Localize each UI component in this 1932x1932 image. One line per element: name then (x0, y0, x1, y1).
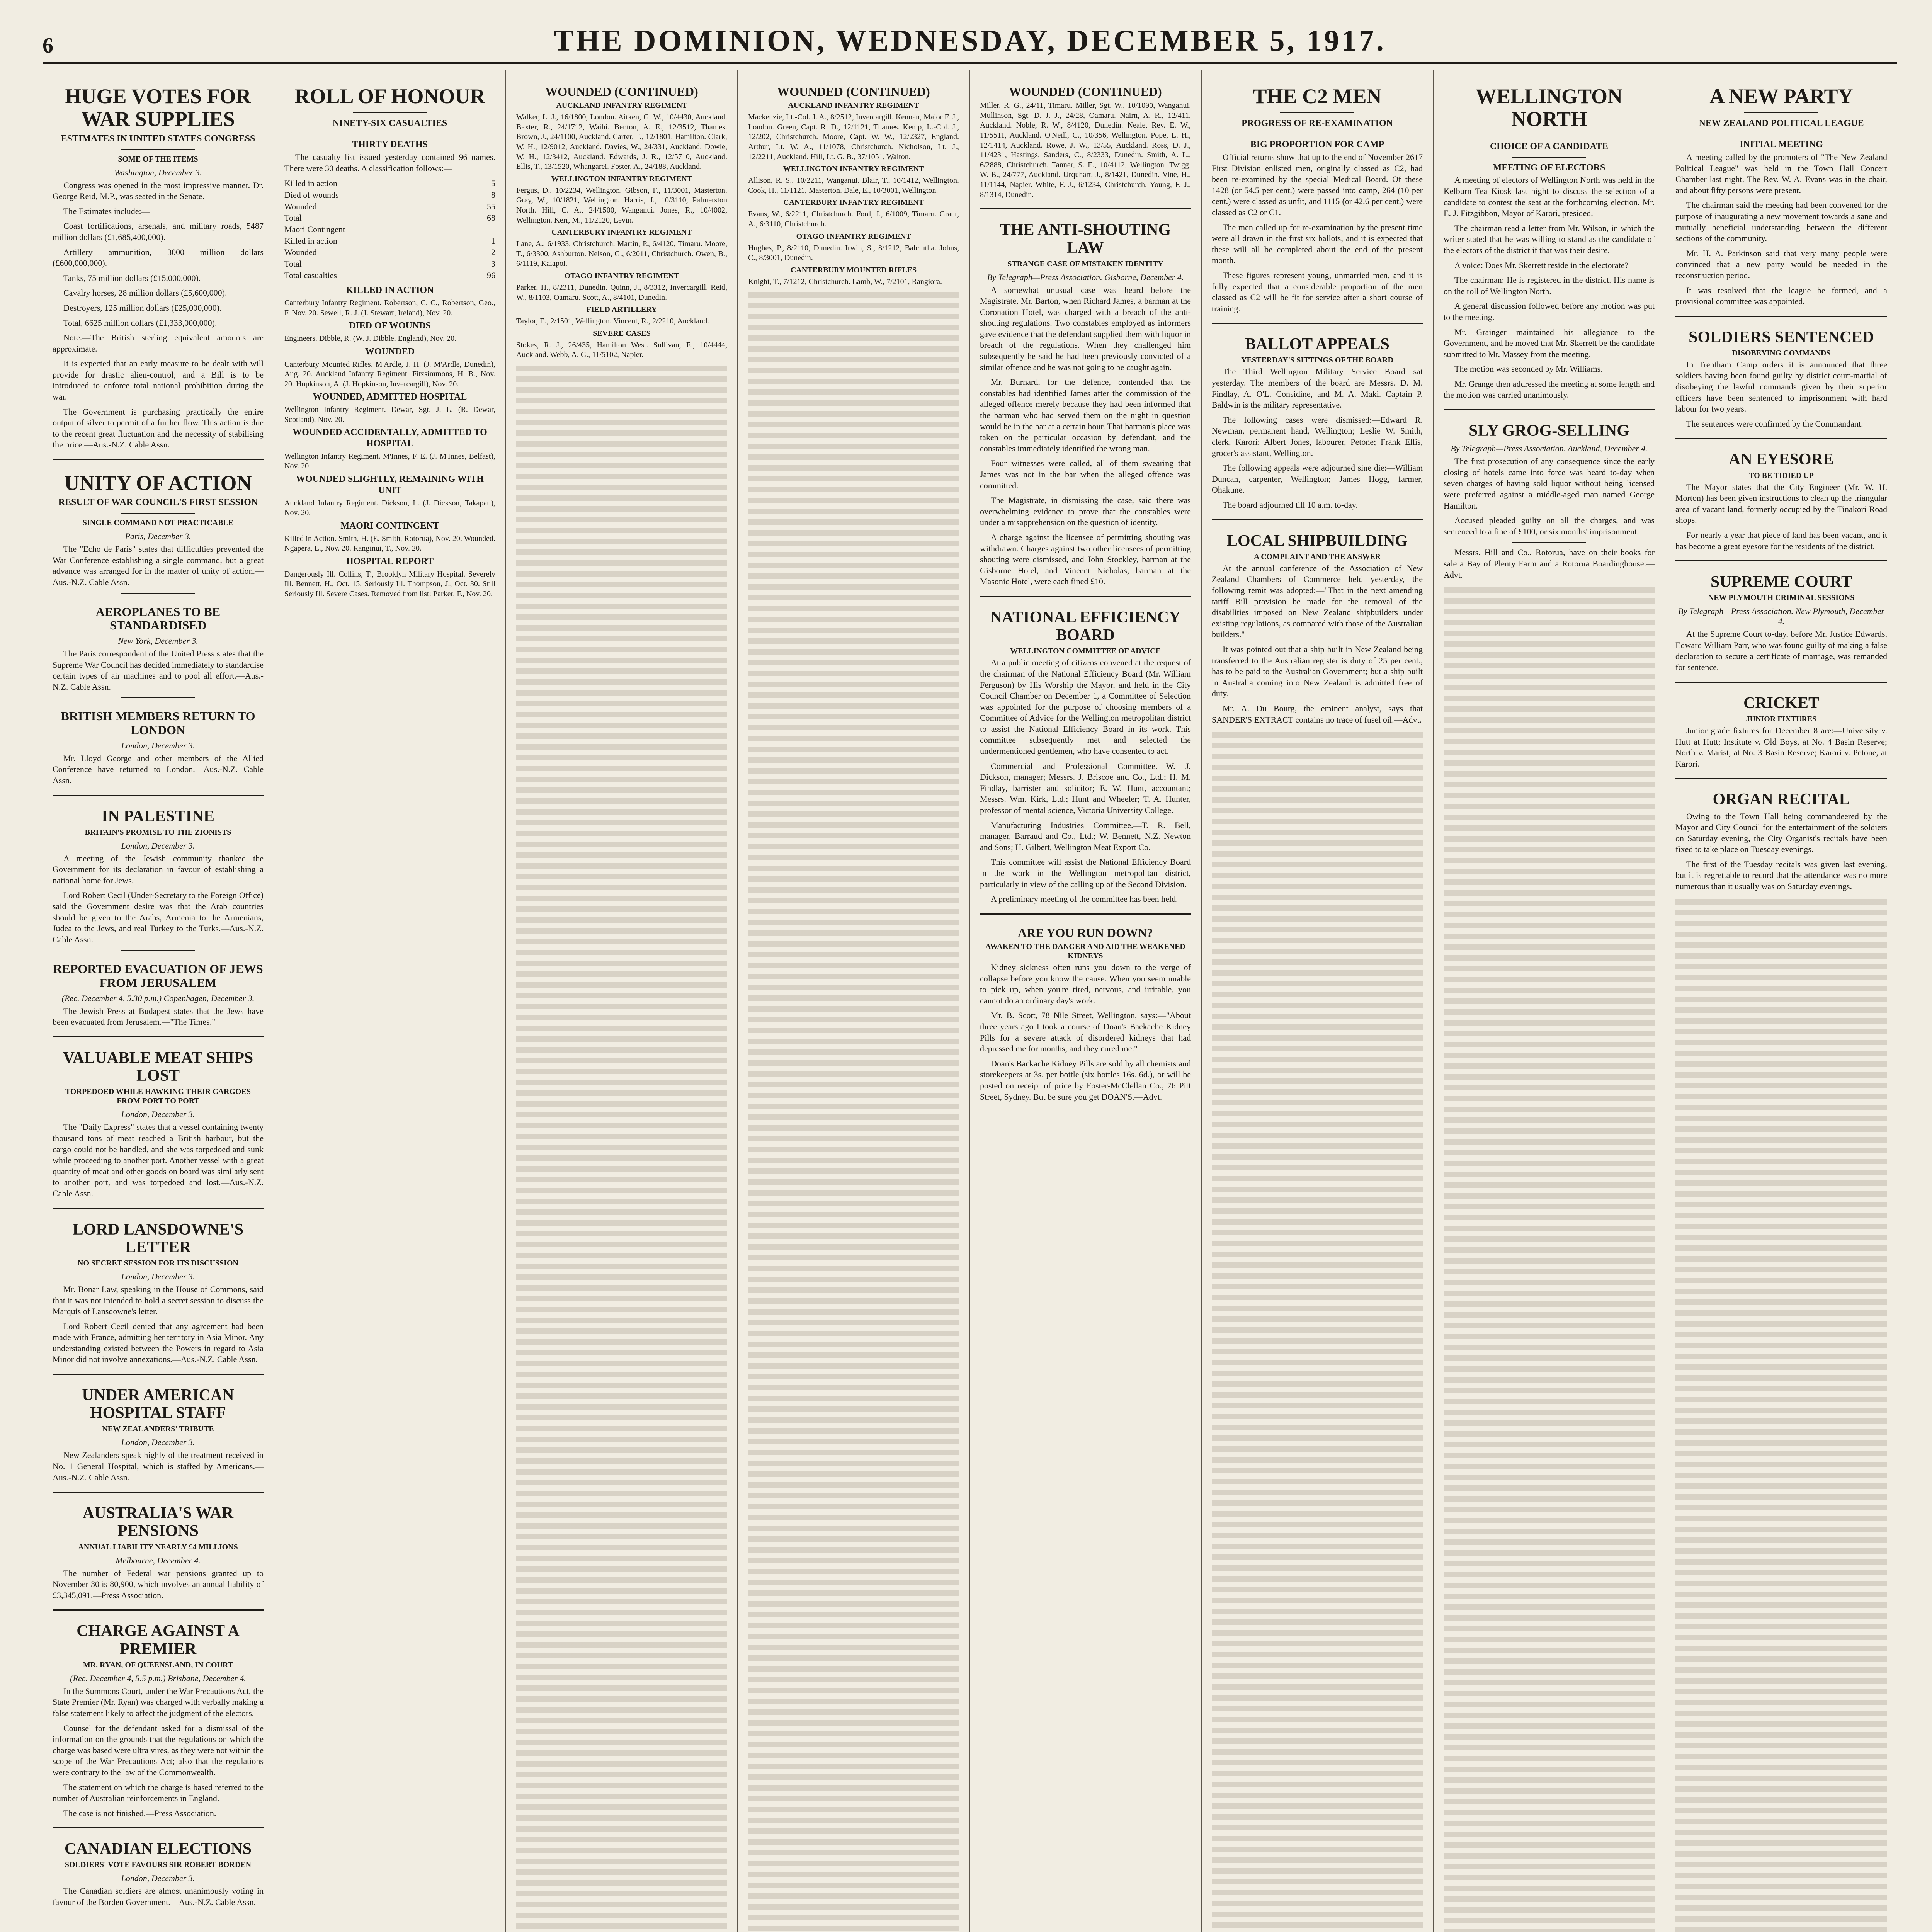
tally-row (284, 258, 495, 270)
paragraph: Official returns show that up to the end of November 2617 First Division enlisted men, originally classed as C2, had been re-examined by the special Medical Board. Of these 1428 (or 54.5 per cent.) were passed into camp, 264 (10 per cent.) were classed as unfit, and 1115 (or 42.6 per cent.) were classed as C2 or C1. (1212, 152, 1423, 217)
paragraph: A voice: Does Mr. Skerrett reside in the electorate? (1454, 260, 1629, 270)
paragraph: Mr. Lloyd George and other members of the Allied Conference have returned to London.—Aus.-N.Z. Cable Assn. (53, 753, 264, 785)
divider (1280, 112, 1354, 113)
section-rule (1212, 323, 1423, 324)
headline: UNITY OF ACTION (64, 471, 252, 495)
paragraph: Four witnesses were called, all of them swearing that James was not in the bar when the alleged offence was committed. (980, 458, 1191, 490)
article-anti-shouting (980, 221, 1191, 587)
paragraph: The sentences were confirmed by the Commandant. (1686, 418, 1863, 429)
dateline: London, December 3. (121, 740, 195, 750)
tally-value: 96 (487, 270, 495, 280)
tally-label: Total (284, 259, 302, 269)
dateline: By Telegraph—Press Association. New Plymouth, December 4. (1678, 606, 1884, 626)
subheading: RESULT OF WAR COUNCIL'S FIRST SESSION (58, 497, 258, 508)
paragraph: The "Daily Express" states that a vessel containing twenty thousand tons of meat reached a British harbour, but the cargo could not be handled, and she was torpedoed and sunk while proceeding to another port. Another vessel with a great quantity of meat and other goods on board was similarly sent to another port, and was torpedoed and lost.—Aus.-N.Z. Cable Assn. (53, 1122, 264, 1198)
dateline: By Telegraph—Press Association. Gisborne, December 4. (987, 272, 1184, 282)
tally-label: Killed in action (284, 179, 337, 189)
headline: VALUABLE MEAT SHIPS LOST (63, 1049, 253, 1085)
paragraph: The Paris correspondent of the United Press states that the Supreme War Council has decided immediately to standardise certain types of air machines and to pool all effort.—Aus.-N.Z. Cable Assn. (53, 648, 264, 692)
section-rule (980, 913, 1191, 915)
article-new-party (1675, 85, 1887, 307)
headline: SOLDIERS SENTENCED (1689, 328, 1874, 346)
paragraph: Mr. B. Scott, 78 Nile Street, Wellington, says:—"About three years ago I took a course of Doan's Backache Kidney Pills for a severe attack of disordered kidneys that had depressed me for months, and they cured me." (980, 1010, 1191, 1054)
tally-value: 2 (491, 247, 495, 257)
headline: REPORTED EVACUATION OF JEWS FROM JERUSALEM (53, 962, 263, 990)
print-texture (748, 289, 959, 1932)
article-british-members (53, 709, 264, 786)
paragraph: Congress was opened in the most impressive manner. Dr. George Reid, M.P., was seated in the Senate. (53, 180, 264, 201)
article-premier-charge (53, 1622, 264, 1819)
divider (1744, 112, 1818, 113)
tally-label: Maori Contingent (284, 224, 345, 234)
headline: CANADIAN ELECTIONS (64, 1840, 252, 1858)
paragraph: The casualty list issued yesterday contained 96 names. There were 30 deaths. A classification follows:— (284, 152, 495, 173)
article-sly-grog (1444, 422, 1655, 537)
section-rule (980, 208, 1191, 209)
subheading: MR. RYAN, OF QUEENSLAND, IN COURT (83, 1660, 233, 1669)
section-title: HOSPITAL REPORT (346, 556, 434, 566)
subheading: SINGLE COMMAND NOT PRACTICABLE (82, 519, 234, 527)
casualty-list: Dangerously Ill. Collins, T., Brooklyn Military Hospital. Severely Ill. Bennett, H., Oct. 15. Seriously Ill. Thompson, J., Oct. 30. Still Seriously Ill. Severe Cases. Removed from list: Parker, F., Nov. 20. (284, 570, 495, 598)
article-jerusalem (53, 962, 264, 1028)
casualty-list: Taylor, E., 2/1501, Wellington. Vincent, R., 2/2210, Auckland. (516, 317, 709, 326)
article-american-hospital (53, 1386, 264, 1483)
headline: ORGAN RECITAL (1713, 791, 1850, 809)
paragraph: In Trentham Camp orders it is announced that three soldiers having been found guilty by district court-martial of disobeying the lawful commands given by their superior officers have been sentenced to imprisonment with hard labour for two years. (1675, 359, 1887, 414)
subheading: YESTERDAY'S SITTINGS OF THE BOARD (1241, 356, 1393, 365)
paragraph: At the annual conference of the Association of New Zealand Chambers of Commerce held yesterday, the following remit was adopted:—"That in the next amending tariff Bill provision be made for the removal of the disabilities imposed on New Zealand shipbuilders under existing regulations, as compared with those of the Australian builders." (1212, 563, 1423, 639)
subheading: NINETY-SIX CASUALTIES (332, 118, 447, 129)
divider (121, 513, 195, 514)
subheading: DISOBEYING COMMANDS (1732, 349, 1831, 357)
paragraph: Artillery ammunition, 3000 million dollars (£600,000,000). (53, 247, 264, 268)
section-rule (1212, 519, 1423, 520)
article-canadian-elections (53, 1840, 264, 1908)
paragraph: Owing to the Town Hall being commandeered by the Mayor and City Council for the entertainment of the soldiers on Saturday evening, the City Organist's recitals have been fixed to take place on Tuesday evenings. (1675, 811, 1887, 854)
section-rule (1675, 778, 1887, 779)
paragraph: The first of the Tuesday recitals was given last evening, but it is regrettable to record that the attendance was no more numerous than it usually was on Saturday evenings. (1675, 859, 1887, 891)
column-continuation (516, 362, 727, 1932)
section-title: WOUNDED (365, 346, 415, 357)
section-title: AUCKLAND INFANTRY REGIMENT (556, 101, 687, 110)
subheading: STRANGE CASE OF MISTAKEN IDENTITY (1007, 259, 1163, 268)
casualty-list: Hughes, P., 8/2110, Dunedin. Irwin, S., 8/1212, Balclutha. Johns, C., 8/3001, Dunedin. (748, 243, 959, 262)
subheading: AWAKEN TO THE DANGER AND AID THE WEAKENED KIDNEYS (985, 942, 1185, 960)
article-eyesore (1675, 451, 1887, 552)
paragraph: The following appeals were adjourned sine die:—William Duncan, carpenter, Wellington; James Hogg, farmer, Ohakune. (1212, 463, 1423, 495)
paragraph: The motion was seconded by Mr. Williams. (1454, 364, 1603, 374)
paragraph: In the Summons Court, under the War Precautions Act, the State Premier (Mr. Ryan) was charged with verbally making a false statement likely to affect the judgment of the electors. (53, 1686, 264, 1718)
section-title: CANTERBURY INFANTRY REGIMENT (551, 228, 692, 237)
headline: A NEW PARTY (1709, 85, 1853, 108)
paragraph: Kidney sickness often runs you down to the verge of collapse before you know the cause. When you seem unable to pick up, when you're tired, nervous, and irritable, you cannot do an ordinary day's work. (980, 962, 1191, 1005)
tally-label: Died of wounds (284, 190, 339, 200)
paragraph: Mr. Burnard, for the defence, contended that the constables had identified James after the commission of the alleged offence merely because they had been informed that the barman who had served them on the night in question would be in the bar at a certain hour. That barman's place was taken on the particular occasion by defendant, and the constables immediately identified the wrong man. (980, 377, 1191, 453)
paragraph: Accused pleaded guilty on all the charges, and was sentenced to a fine of £100, or six months' imprisonment. (1444, 515, 1655, 536)
subheading: NO SECRET SESSION FOR ITS DISCUSSION (78, 1259, 238, 1267)
headline: THE C2 MEN (1253, 85, 1382, 108)
casualty-list: Killed in Action. Smith, H. (E. Smith, Rotorua), Nov. 20. Wounded. Ngapera, L., Nov. 20. Ranginui, T., Nov. 20. (284, 534, 495, 553)
section-title: DIED OF WOUNDS (349, 321, 431, 331)
subheading: TO BE TIDIED UP (1749, 471, 1814, 480)
casualty-list: Engineers. Dibble, R. (W. J. Dibble, England), Nov. 20. (284, 334, 457, 343)
section-title: WELLINGTON INFANTRY REGIMENT (551, 174, 692, 183)
subheading: MEETING OF ELECTORS (1493, 162, 1605, 173)
casualty-list: Stokes, R. J., 26/435, Hamilton West. Sullivan, E., 10/4444, Auckland. Webb, A. G., 11/5102, Napier. (516, 340, 727, 359)
article-lansdowne (53, 1221, 264, 1366)
subheading: NEW ZEALAND POLITICAL LEAGUE (1699, 118, 1864, 129)
casualty-list: Canterbury Mounted Rifles. M'Ardle, J. H. (J. M'Ardle, Dunedin), Aug. 20. Auckland Infantry Regiment. Fitzsimmons, H. B., Nov. 20. Hopkinson, A. (J. Hopkinson, Invercargill), Nov. 20. (284, 360, 495, 388)
article-ballot-appeals (1212, 335, 1423, 510)
dateline: Paris, December 3. (125, 531, 191, 541)
section-title: WOUNDED ACCIDENTALLY, ADMITTED TO HOSPITAL (293, 427, 487, 449)
headline: LOCAL SHIPBUILDING (1227, 532, 1408, 550)
paragraph: The Estimates include:— (63, 206, 150, 216)
headline: WOUNDED (CONTINUED) (777, 85, 930, 99)
section-title: AUCKLAND INFANTRY REGIMENT (788, 101, 919, 110)
paragraph: Junior grade fixtures for December 8 are:—University v. Hutt at Hutt; Institute v. Old Boys, at No. 4 Basin Reserve; North v. Marist, at No. 3 Basin Reserve; Karori v. Petone, at Karori. (1675, 725, 1887, 769)
paragraph: The number of Federal war pensions granted up to November 30 is 80,900, which involves an annual liability of £3,345,091.—Press Association. (53, 1568, 264, 1600)
section-rule (53, 1208, 264, 1209)
paragraph: The statement on which the charge is based referred to the number of Australian reinforcements in England. (53, 1782, 264, 1803)
paragraph: Mr. Bonar Law, speaking in the House of Commons, said that it was not intended to hold a secret session to discuss the Marquis of Lansdowne's letter. (53, 1284, 264, 1316)
paragraph: The chairman read a letter from Mr. Wilson, in which the writer stated that he was willing to stand as the candidate of the electors of the district if that was their desire. (1444, 223, 1655, 255)
subheading: JUNIOR FIXTURES (1746, 714, 1817, 723)
section-title: WELLINGTON INFANTRY REGIMENT (783, 165, 924, 173)
headline: ARE YOU RUN DOWN? (1018, 925, 1153, 940)
paragraph: A somewhat unusual case was heard before the Magistrate, Mr. Barton, when Richard James, a barman at the Coronation Hotel, was charged with a breach of the anti-shouting regulations. Two constables employed as informers gave evidence that the defendant supplied them with liquor in breach of the regulations. When they challenged him subsequently he said he had been previously convicted of a similar offence and he was not going to be caught again. (980, 285, 1191, 372)
tally-label: Total casualties (284, 270, 337, 280)
paragraph: The board adjourned till 10 a.m. to-day. (1223, 500, 1358, 510)
tally-row (284, 212, 495, 224)
section-title: FIELD ARTILLERY (586, 305, 657, 314)
column-5 (970, 70, 1202, 1932)
article-war-pensions (53, 1504, 264, 1601)
column-continuation (1212, 729, 1423, 1932)
casualty-list: Lane, A., 6/1933, Christchurch. Martin, P., 6/4120, Timaru. Moore, T., 6/3300, Ashburton. Nelson, G., 6/2011, Christchurch. Owen, B., 6/1119, Kaiapoi. (516, 240, 727, 268)
column-continuation (748, 289, 959, 1932)
dateline: London, December 3. (121, 1109, 195, 1119)
column-continuation (1444, 584, 1655, 1932)
divider (121, 950, 195, 951)
section-rule (53, 1374, 264, 1375)
column-6 (1202, 70, 1434, 1932)
section-rule (53, 459, 264, 460)
article-aeroplanes (53, 605, 264, 693)
subheading: A COMPLAINT AND THE ANSWER (1253, 552, 1381, 561)
subheading: PROGRESS OF RE-EXAMINATION (1241, 118, 1393, 129)
paragraph: Lord Robert Cecil (Under-Secretary to the Foreign Office) said the Government desire was that the Arab countries should be given to the Arabs, Armenia to the Armenians, Judea to the Jews, and real Turkey to the Turks.—Aus.-N.Z. Cable Assn. (53, 890, 264, 944)
article-supreme-court (1675, 573, 1887, 673)
paragraph: At the Supreme Court to-day, before Mr. Justice Edwards, Edward William Parr, who was found guilty of making a false declaration to secure a certificate of marriage, was remanded for sentence. (1675, 629, 1887, 672)
tally-row (284, 178, 495, 189)
paragraph: The chairman: He is registered in the district. His name is on the roll of Wellington North. (1444, 275, 1655, 296)
dateline: London, December 3. (121, 1271, 195, 1281)
columns (43, 70, 1897, 1932)
casualty-list: Knight, T., 7/1212, Christchurch. Lamb, W., 7/2101, Rangiora. (748, 277, 942, 286)
divider (121, 149, 195, 150)
headline: HUGE VOTES FOR WAR SUPPLIES (65, 85, 251, 131)
headline: SUPREME COURT (1710, 573, 1852, 591)
paragraph: The case is not finished.—Press Association. (63, 1808, 216, 1818)
column-8 (1665, 70, 1897, 1932)
dateline: Melbourne, December 4. (116, 1555, 201, 1565)
subheading: ANNUAL LIABILITY NEARLY £4 MILLIONS (78, 1543, 238, 1551)
headline: ROLL OF HONOUR (294, 85, 485, 108)
paragraph: Doan's Backache Kidney Pills are sold by all chemists and storekeepers at 3s. per bottle (six bottles 16s. 6d.), or will be posted on receipt of price by Foster-McClellan Co., 76 Pitt Street, Sydney. But be sure you get DOAN'S.—Advt. (980, 1058, 1191, 1102)
dateline: London, December 3. (121, 1437, 195, 1447)
advert-run-down (980, 926, 1191, 1102)
dateline: (Rec. December 4, 5.5 p.m.) Brisbane, December 4. (70, 1673, 246, 1683)
dateline: By Telegraph—Press Association. Auckland, December 4. (1451, 444, 1648, 454)
masthead-title: THE DOMINION, WEDNESDAY, DECEMBER 5, 1917. (554, 24, 1386, 57)
casualty-list: Fergus, D., 10/2234, Wellington. Gibson, F., 11/3001, Masterton. Gray, W., 10/1821, Wellington. Harris, J., 10/3110, Palmerston North. Hill, C. A., 24/1500, Wanganui. Jones, R., 10/4002, Wellington. Kerr, M., 11/2120, Levin. (516, 186, 727, 224)
article-palestine (53, 808, 264, 946)
column-continuation (1675, 896, 1887, 1932)
casualty-list: Mackenzie, Lt.-Col. J. A., 8/2512, Invercargill. Kennan, Major F. J., London. Green, Capt. R. D., 12/1121, Thames. Kemp, L.-Cpl. J., 12/202, Christchurch. Moore, Capt. W. W., 12/2327, England. Arthur, Lt. W. A., 11/1078, Christchurch. Nicholson, Lt. J., 12/2211, Auckland. Hill, Lt. G. B., 37/1051, Walton. (748, 113, 959, 161)
paragraph: A charge against the licensee of permitting shouting was withdrawn. Charges against two other licensees of permitting shouting were dismissed, and John Stockley, barman at the Gisborne Hotel, and Vincent Nicholas, barman at the Masonic Hotel, were each fined £10. (980, 532, 1191, 587)
section-rule (1675, 438, 1887, 439)
section-title: WOUNDED, ADMITTED HOSPITAL (313, 392, 467, 402)
section-title: CANTERBURY MOUNTED RIFLES (790, 265, 917, 274)
paragraph: Tanks, 75 million dollars (£15,000,000). (63, 273, 201, 283)
casualty-list: Auckland Infantry Regiment. Dickson, L. (J. Dickson, Takapau), Nov. 20. (284, 498, 495, 517)
tally-row (284, 189, 495, 201)
subheading: THIRTY DEATHS (352, 139, 428, 150)
print-texture (516, 362, 727, 1932)
section-rule (1675, 316, 1887, 317)
section-title: OTAGO INFANTRY REGIMENT (564, 271, 679, 280)
tally-row (284, 247, 495, 258)
paragraph: The "Echo de Paris" states that difficulties prevented the War Conference establishing a single command, but a great advance was arranged for in the matter of unity of action.—Aus.-N.Z. Cable Assn. (53, 544, 264, 587)
paragraph: For nearly a year that piece of land has been vacant, and it has become a great eyesore for the residents of the district. (1675, 530, 1887, 551)
headline: WELLINGTON NORTH (1475, 85, 1623, 131)
headline: AN EYESORE (1729, 451, 1834, 469)
subheading: CHOICE OF A CANDIDATE (1490, 141, 1609, 151)
dateline: (Rec. December 4, 5.30 p.m.) Copenhagen, December 3. (61, 993, 255, 1003)
paragraph: It is expected that an early measure to be dealt with will provide for drastic alien-control; and a Bill is to be introduced to enforce total national prohibition during the war. (53, 359, 264, 402)
divider (121, 593, 195, 594)
paragraph: The Government is purchasing practically the entire output of silver to permit of a further flow. This action is due to the recent great fluctuation and the necessity of stabilising the price.—Aus.-N.Z. Cable Assn. (53, 406, 264, 450)
headline: CRICKET (1743, 694, 1820, 712)
tally-label: Killed in action (284, 236, 337, 246)
paragraph: The men called up for re-examination by the present time were all drawn in the first six ballots, and it is expected that these will all be completed about the end of the present month. (1212, 222, 1423, 265)
tally-value: 68 (487, 213, 495, 223)
section-title: CANTERBURY INFANTRY REGIMENT (783, 198, 924, 207)
paragraph: A preliminary meeting of the committee has been held. (991, 894, 1178, 904)
dateline: London, December 3. (121, 840, 195, 850)
subheading: WELLINGTON COMMITTEE OF ADVICE (1010, 647, 1161, 656)
column-2 (274, 70, 506, 1932)
headline: IN PALESTINE (101, 807, 215, 825)
casualty-list: Allison, R. S., 10/2211, Wanganui. Blair, T., 10/1412, Wellington. Cook, H., 11/1121, Masterton. Dale, E., 10/3001, Wellington. (748, 176, 959, 195)
section-rule (1444, 409, 1655, 410)
casualty-list: Miller, R. G., 24/11, Timaru. Miller, Sgt. W., 10/1090, Wanganui. Mullinson, Sgt. D. J. J., 24/28, Oamaru. Nairn, A. R., 12/411, Auckland. Noble, R. W., 8/4120, Dunedin. Neale, Rev. E. W., 11/5511, Auckland. O'Neill, C., 10/356, Wellington. Pope, L. H., 12/1414, Auckland. Rowe, J. W., 13/55, Auckland. Ross, D. J., 11/4231, Hastings. Sanders, C., 8/2333, Dunedin. Smith, A. L., 6/2888, Christchurch. Tanner, S. E., 10/4112, Wellington. Twigg, W. B., 24/777, Auckland. Urquhart, J., 8/1421, Dunedin. Vine, H., 11/1144, Napier. White, F. J., 6/1234, Christchurch. Young, F. J., 8/1314, Dunedin. (980, 101, 1191, 199)
page-number: 6 (43, 34, 53, 58)
article-shipbuilding (1212, 532, 1423, 726)
headline: LORD LANSDOWNE'S LETTER (72, 1220, 244, 1256)
paragraph: It was pointed out that a ship built in New Zealand being transferred to the Australian register is duty of 25 per cent., has to be paid to the Australian Government; but a ship built in Australia coming into New Zealand is admitted free of duty. (1212, 644, 1423, 699)
divider (121, 697, 195, 698)
paragraph: A general discussion followed before any motion was put to the meeting. (1444, 301, 1655, 322)
paragraph: A meeting of the Jewish community thanked the Government for its declaration in favour of establishing a national home for Jews. (53, 853, 264, 885)
headline: AEROPLANES TO BE STANDARDISED (95, 604, 221, 632)
section-rule (53, 795, 264, 796)
subheading: BRITAIN'S PROMISE TO THE ZIONISTS (85, 828, 231, 837)
paragraph: Mr. Grainger maintained his allegiance to the Government, and he moved that Mr. Skerrett be the candidate submitted to Mr. Massey from the meeting. (1444, 327, 1655, 359)
tally-value: 1 (491, 236, 495, 246)
tally-value: 55 (487, 201, 495, 211)
paragraph: The Third Wellington Military Service Board sat yesterday. The members of the board are Messrs. D. M. Findlay, A. O'L. Considine, and M. A. Maki. Captain P. Baldwin is the military representative. (1212, 367, 1423, 410)
paragraph: Total, 6625 million dollars (£1,333,000,000). (63, 318, 217, 328)
column-3 (506, 70, 738, 1932)
paragraph: Mr. A. Du Bourg, the eminent analyst, says that SANDER'S EXTRACT contains no trace of fusel oil.—Advt. (1212, 703, 1423, 724)
subheading: NEW ZEALANDERS' TRIBUTE (102, 1425, 214, 1434)
article-efficiency-board (980, 609, 1191, 905)
headline: NATIONAL EFFICIENCY BOARD (990, 608, 1181, 645)
article-c2-men (1212, 85, 1423, 314)
article-roll-of-honour (284, 85, 495, 599)
subheading: BIG PROPORTION FOR CAMP (1250, 139, 1384, 150)
casualty-list: Wellington Infantry Regiment. M'Innes, F. E. (J. M'Innes, Belfast), Nov. 20. (284, 452, 495, 471)
headline: UNDER AMERICAN HOSPITAL STAFF (82, 1386, 234, 1422)
paragraph: The Mayor states that the City Engineer (Mr. W. H. Morton) has been given instructions to clean up the triangular area of vacant land, formerly occupied by the Tinakori Road shops. (1675, 482, 1887, 525)
tally-row (284, 201, 495, 213)
dateline: Washington, December 3. (114, 167, 202, 177)
paragraph: A meeting called by the promoters of "The New Zealand Political League" was held in the Town Hall Concert Chamber last night. The Rev. W. A. Evans was in the chair, and about fifty persons were present. (1675, 152, 1887, 195)
subheading: ESTIMATES IN UNITED STATES CONGRESS (61, 133, 255, 144)
column-4 (738, 70, 970, 1932)
article-organ-recital (1675, 791, 1887, 892)
paragraph: Counsel for the defendant asked for a dismissal of the information on the grounds that the regulations on which the charge was based were ultra vires, as they were not within the scope of the War Precautions Act; also that the regulations were contrary to the law of the Commonwealth. (53, 1723, 264, 1777)
print-texture (1675, 896, 1887, 1932)
subheading: SOLDIERS' VOTE FAVOURS SIR ROBERT BORDEN (65, 1861, 252, 1869)
paragraph: The Canadian soldiers are almost unanimously voting in favour of the Borden Government.—Aus.-N.Z. Cable Assn. (53, 1886, 264, 1907)
tally-value: 5 (491, 179, 495, 189)
headline: THE ANTI-SHOUTING LAW (1000, 221, 1171, 257)
paragraph: The chairman said the meeting had been convened for the purpose of inaugurating a new movement towards a sane and mutually beneficial understanding between the different sections of the community. (1675, 200, 1887, 243)
paragraph: The Magistrate, in dismissing the case, said there was overwhelming evidence to prove that the constables were under a misapprehension on the question of identity. (980, 495, 1191, 527)
paragraph: The following cases were dismissed:—Edward R. Newman, permanent hand, Wellington; Leslie W. Smith, clerk, Karori; Albert Jones, labourer, Petone; Frank Ellis, grocer's assistant, Wellington. (1212, 415, 1423, 458)
casualty-list: Parker, H., 8/2311, Dunedin. Quinn, J., 8/3312, Invercargill. Reid, W., 8/1103, Oamaru. Scott, A., 8/4101, Dunedin. (516, 283, 727, 302)
headline: WOUNDED (CONTINUED) (1009, 85, 1162, 99)
masthead (43, 15, 1897, 64)
dateline: New York, December 3. (118, 636, 198, 646)
tally-label: Wounded (284, 201, 317, 211)
paragraph: Mr. Grange then addressed the meeting at some length and the motion was carried unanimously. (1444, 379, 1655, 400)
section-rule (1675, 560, 1887, 561)
dateline: London, December 3. (121, 1873, 195, 1883)
section-rule (1675, 682, 1887, 683)
section-rule (53, 1036, 264, 1037)
tally-row (284, 224, 495, 235)
casualty-list: Evans, W., 6/2211, Christchurch. Ford, J., 6/1009, Timaru. Grant, A., 6/3110, Christchurch. (748, 210, 959, 228)
section-rule (53, 1609, 264, 1611)
paragraph: Coast fortifications, arsenals, and military roads, 5487 million dollars (£1,685,400,000). (53, 221, 264, 242)
paragraph: The Jewish Press at Budapest states that the Jews have been evacuated from Jerusalem.—"The Times." (53, 1006, 264, 1027)
section-title: SEVERE CASES (593, 329, 651, 338)
column-1 (43, 70, 274, 1932)
tally-row (284, 235, 495, 247)
article-wellington-north (1444, 85, 1655, 401)
divider (1512, 157, 1586, 158)
casualty-tally (284, 178, 495, 281)
section-title: KILLED IN ACTION (346, 285, 434, 296)
tally-label: Wounded (284, 247, 317, 257)
paragraph: It was resolved that the league be formed, and a provisional committee was appointed. (1675, 285, 1887, 306)
paragraph: Mr. H. A. Parkinson said that very many people were convinced that a new party would be needed in the reconstruction period. (1675, 248, 1887, 280)
subheading: NEW PLYMOUTH CRIMINAL SESSIONS (1708, 594, 1855, 602)
casualty-list: Walker, L. J., 16/1800, London. Aitken, G. W., 10/4430, Auckland. Baxter, R., 24/1712, Waihi. Benton, A. E., 12/3512, Thames. Brown, J., 24/1100, Auckland. Carter, T., 12/1801, Hamilton. Clark, W. H., 12/9012, Auckland. Davies, W., 24/331, Auckland. Dowle, W. H., 12/3412, Auckland. Edwards, J. R., 12/5710, Auckland. Ellis, T., 13/1520, Whangarei. Foster, A., 24/188, Auckland. (516, 113, 727, 171)
subheading: TORPEDOED WHILE HAWKING THEIR CARGOES FROM PORT TO PORT (65, 1087, 251, 1105)
article-war-supplies (53, 85, 264, 451)
paragraph: A meeting of electors of Wellington North was held in the Kelburn Tea Kiosk last night to discuss the selection of a candidate to contest the seat at the forthcoming election. Mr. E. J. Fitzgibbon, Mayor of Karori, presided. (1444, 175, 1655, 218)
paragraph: This committee will assist the National Efficiency Board in the work in the Wellington metropolitan district, particularly in view of the calling up of the Second Division. (980, 857, 1191, 889)
article-soldiers-sentenced (1675, 328, 1887, 430)
column-7 (1434, 70, 1665, 1932)
article-cricket (1675, 694, 1887, 770)
tally-value: 3 (491, 259, 495, 269)
headline: BALLOT APPEALS (1245, 335, 1389, 354)
tally-row (284, 270, 495, 281)
section-title: WOUNDED SLIGHTLY, REMAINING WITH UNIT (296, 474, 484, 495)
section-rule (980, 596, 1191, 597)
headline: AUSTRALIA'S WAR PENSIONS (82, 1504, 234, 1540)
headline: SLY GROG-SELLING (1469, 422, 1629, 440)
casualty-list: Canterbury Infantry Regiment. Robertson, C. C., Robertson, Geo., F. Nov. 20. Sewell, R. J. (J. Stewart, Ireland), Nov. 20. (284, 299, 495, 317)
section-title: OTAGO INFANTRY REGIMENT (796, 232, 911, 241)
tally-label: Total (284, 213, 302, 223)
paragraph: These figures represent young, unmarried men, and it is fully expected that a considerable proportion of the men classed as C2 will be fit for service after a short course of training. (1212, 270, 1423, 313)
paragraph: New Zealanders speak highly of the treatment received in No. 1 General Hospital, which is staffed by Americans.—Aus.-N.Z. Cable Assn. (53, 1450, 264, 1482)
headline: WOUNDED (CONTINUED) (545, 85, 698, 99)
print-texture (1212, 729, 1423, 1932)
section-rule (53, 1492, 264, 1493)
casualty-list: Wellington Infantry Regiment. Dewar, Sgt. J. L. (R. Dewar, Scotland), Nov. 20. (284, 405, 495, 424)
print-texture (1444, 584, 1655, 1932)
paragraph: At a public meeting of citizens convened at the request of the chairman of the National Efficiency Board (Mr. William Ferguson) by His Worship the Mayor, and held in the City Council Chamber on December 1, a Committee of Selection was appointed for the purpose of choosing members of a Committee of Advice for the Wellington metropolitan district to assist the National Efficiency Board in its work. This committee subsequently met and selected the undermentioned gentlemen, who have consented to act. (980, 658, 1191, 756)
tally-value: 8 (491, 190, 495, 200)
headline: CHARGE AGAINST A PREMIER (77, 1622, 240, 1658)
divider (353, 112, 427, 113)
paragraph: Destroyers, 125 million dollars (£25,000,000). (63, 303, 222, 313)
paragraph: Lord Robert Cecil denied that any agreement had been made with France, admitting her territory in Asia Minor. Any understanding existed between the Powers in regard to Asia Minor did not involve annexations.—Aus.-N.Z. Cable Assn. (53, 1321, 264, 1364)
section-rule (53, 1827, 264, 1828)
paragraph: Note.—The British sterling equivalent amounts are approximate. (53, 333, 264, 354)
subheading: INITIAL MEETING (1740, 139, 1823, 150)
headline: BRITISH MEMBERS RETURN TO LONDON (61, 709, 255, 737)
advert-text: Messrs. Hill and Co., Rotorua, have on their books for sale a Bay of Plenty Farm and a Rotorua Boardinghouse.—Advt. (1444, 548, 1655, 580)
divider (1512, 542, 1586, 543)
subheading: SOME OF THE ITEMS (118, 155, 198, 163)
paragraph: The first prosecution of any consequence since the early closing of hotels came into force was heard to-day when seven charges of having sold liquor without being licensed were preferred against a middle-aged man named George Hamilton. (1444, 456, 1655, 510)
article-unity-of-action (53, 472, 264, 588)
section-title: MAORI CONTINGENT (340, 520, 439, 531)
paragraph: Cavalry horses, 28 million dollars (£5,600,000). (63, 288, 227, 298)
paragraph: Manufacturing Industries Committee.—T. R. Bell, manager, Barraud and Co., Ltd.; W. Bennett, N.Z. Newton and Sons; H. Gilbert, Wellington Meat Export Co. (980, 820, 1191, 852)
paragraph: Commercial and Professional Committee.—W. J. Dickson, manager; Messrs. J. Briscoe and Co., Ltd.; H. M. Findlay, barrister and solicitor; E. W. Hunt, accountant; Messrs. Wm. Kirk, Ltd.; Hunt and Wheeler; T. A. Hunter, professor of mental science, Victoria University College. (980, 761, 1191, 815)
article-meat-ships (53, 1049, 264, 1199)
